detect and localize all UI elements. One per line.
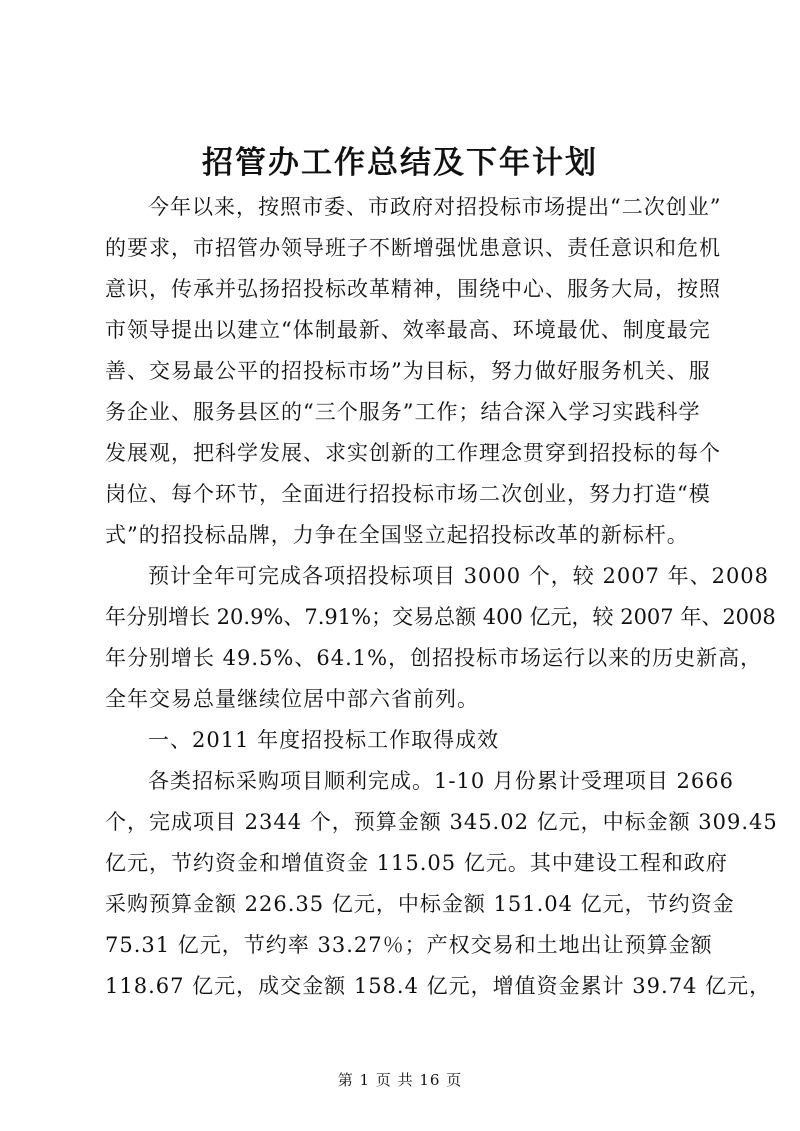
- body-line-7: 发展观，把科学发展、求实创新的工作理念贯穿到招投标的每个: [105, 441, 721, 465]
- body-line-6: 务企业、服务县区的“三个服务”工作；结合深入学习实践科学: [105, 400, 701, 424]
- body-line-1: 今年以来，按照市委、市政府对招投标市场提出“二次创业”: [148, 195, 722, 219]
- body-line-16: 个，完成项目 2344 个，预算金额 345.02 亿元，中标金额 309.45: [105, 810, 778, 834]
- body-line-9: 式”的招投标品牌，力争在全国竖立起招投标改革的新标杆。: [105, 523, 689, 547]
- body-line-15: 各类招标采购项目顺利完成。1-10 月份累计受理项目 2666: [148, 769, 734, 793]
- body-line-11: 年分别增长 20.9%、7.91%；交易总额 400 亿元，较 2007 年、2008: [105, 605, 776, 629]
- body-line-19: 75.31 亿元，节约率 33.27％；产权交易和土地出让预算金额: [105, 933, 713, 957]
- body-line-3: 意识，传承并弘扬招投标改革精神，围绕中心、服务大局，按照: [105, 277, 721, 301]
- body-line-18: 采购预算金额 226.35 亿元，中标金额 151.04 亿元，节约资金: [105, 892, 735, 916]
- body-line-12: 年分别增长 49.5%、64.1%，创招投标市场运行以来的历史新高，: [105, 646, 763, 670]
- body-line-10: 预计全年可完成各项招投标项目 3000 个，较 2007 年、2008: [148, 564, 770, 588]
- page-footer: 第 1 页 共 16 页: [337, 1071, 463, 1089]
- body-line-17: 亿元，节约资金和增值资金 115.05 亿元。其中建设工程和政府: [105, 851, 728, 875]
- body-line-5: 善、交易最公平的招投标市场”为目标，努力做好服务机关、服: [105, 359, 711, 383]
- body-line-4: 市领导提出以建立“体制最新、效率最高、环境最优、制度最完: [105, 318, 711, 342]
- body-line-20: 118.67 亿元，成交金额 158.4 亿元，增值资金累计 39.74 亿元，: [105, 974, 772, 998]
- section-heading: 一、2011 年度招投标工作取得成效: [148, 728, 500, 752]
- body-line-13: 全年交易总量继续位居中部六省前列。: [105, 687, 479, 711]
- body-line-2: 的要求，市招管办领导班子不断增强忧患意识、责任意识和危机: [105, 236, 721, 260]
- body-line-8: 岗位、每个环节，全面进行招投标市场二次创业，努力打造“模: [105, 482, 711, 506]
- document-title: 招管办工作总结及下年计划: [202, 145, 598, 181]
